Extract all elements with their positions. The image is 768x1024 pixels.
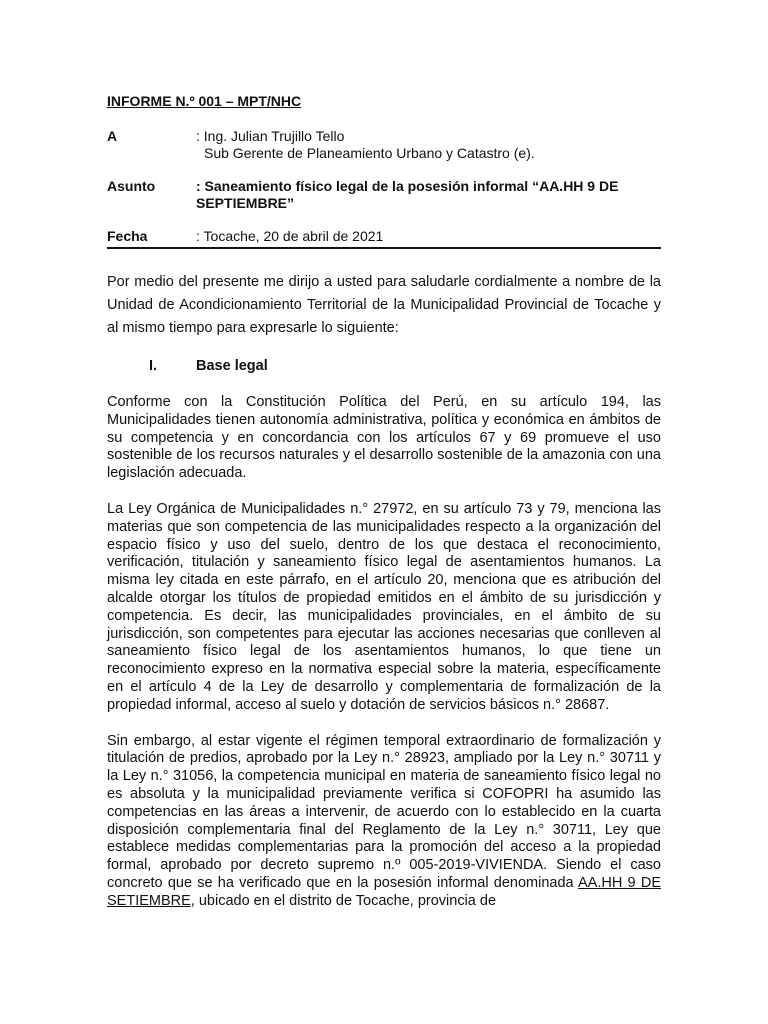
section-title: Base legal (196, 358, 268, 374)
paragraph-regimen-temporal (107, 733, 661, 911)
recipient-value (196, 128, 661, 162)
recipient-name: : Ing. Julian Trujillo Tello (196, 128, 345, 144)
paragraph-constitucion: Conforme con la Constitución Política del Perú, en su artículo 194, las Municipalidades tienen autonomía administrativa, política y económica en ámbitos de su competencia y en concordancia con los artículos 67 y 69 promueve el uso sostenible de los recursos naturales y el desarrollo sostenible de la amazonia con una legislación adecuada. (107, 394, 661, 482)
meta-row-date (107, 228, 661, 249)
meta-row-subject (107, 178, 661, 212)
date-label: Fecha (107, 228, 148, 244)
section-heading-base-legal (107, 356, 661, 376)
paragraph-regimen-tail: , ubicado en el distrito de Tocache, provincia de (190, 892, 497, 909)
recipient-label: A (107, 128, 118, 144)
subject-label: Asunto (107, 178, 156, 194)
intro-paragraph: Por medio del presente me dirijo a usted para saludarle cordialmente a nombre de la Unidad de Acondicionamiento Territorial de la Municipalidad Provincial de Tocache y al mismo tiempo para expresarle lo siguiente: (107, 274, 661, 336)
recipient-position: Sub Gerente de Planeamiento Urbano y Catastro (e). (204, 145, 535, 161)
date-value: : Tocache, 20 de abril de 2021 (196, 228, 384, 244)
settlement-name: AA.HH 9 DE SETIEMBRE (107, 874, 661, 909)
document-page (107, 92, 661, 911)
section-number: I. (149, 358, 158, 374)
report-title: INFORME N.º 001 – MPT/NHC (107, 93, 302, 109)
meta-row-recipient (107, 128, 661, 162)
paragraph-regimen-text: Sin embargo, al estar vigente el régimen temporal extraordinario de formalización y titulación de predios, aprobado por la Ley n.° 28923, ampliado por la Ley n.° 30711 y la Ley n.° 31056, la competencia municipal en materia de saneamiento físico legal no es absoluta y la municipalidad previamente verifica si COFOPRI ha asumido las competencias en las áreas a intervenir, de acuerdo con lo establecido en la cuarta disposición complementaria final del Reglamento de la Ley n.° 30711, Ley que establece medidas complementarias para la promoción del acceso a la propiedad formal, aprobado por decreto supremo n.º 005-2019-VIVIENDA. Siendo el caso concreto que se ha verificado que en la posesión informal denominada (107, 732, 661, 891)
report-meta (107, 128, 661, 249)
paragraph-ley-organica: La Ley Orgánica de Municipalidades n.° 27972, en su artículo 73 y 79, menciona las materias que son competencia de las municipalidades respecto a la organización del espacio físico y uso del suelo, dentro de los que destaca el reconocimiento, verificación, titulación y saneamiento físico legal de asentamientos humanos. La misma ley citada en este párrafo, en el artículo 20, menciona que es atribución del alcalde otorgar los títulos de propiedad emitidos en el ámbito de su jurisdicción y competencia. Es decir, las municipalidades provinciales, en el ámbito de su jurisdicción, son competentes para ejecutar las acciones necesarias que conlleven al saneamiento físico legal de los asentamientos humanos, lo que tiene un reconocimiento expreso en la normativa especial sobre la materia, específicamente en el artículo 4 de la Ley de desarrollo y complementaria de formalización de la propiedad informal, acceso al suelo y dotación de servicios básicos n.° 28687. (107, 500, 661, 713)
subject-value: : Saneamiento físico legal de la posesión informal “AA.HH 9 DE SEPTIEMBRE” (196, 178, 619, 211)
